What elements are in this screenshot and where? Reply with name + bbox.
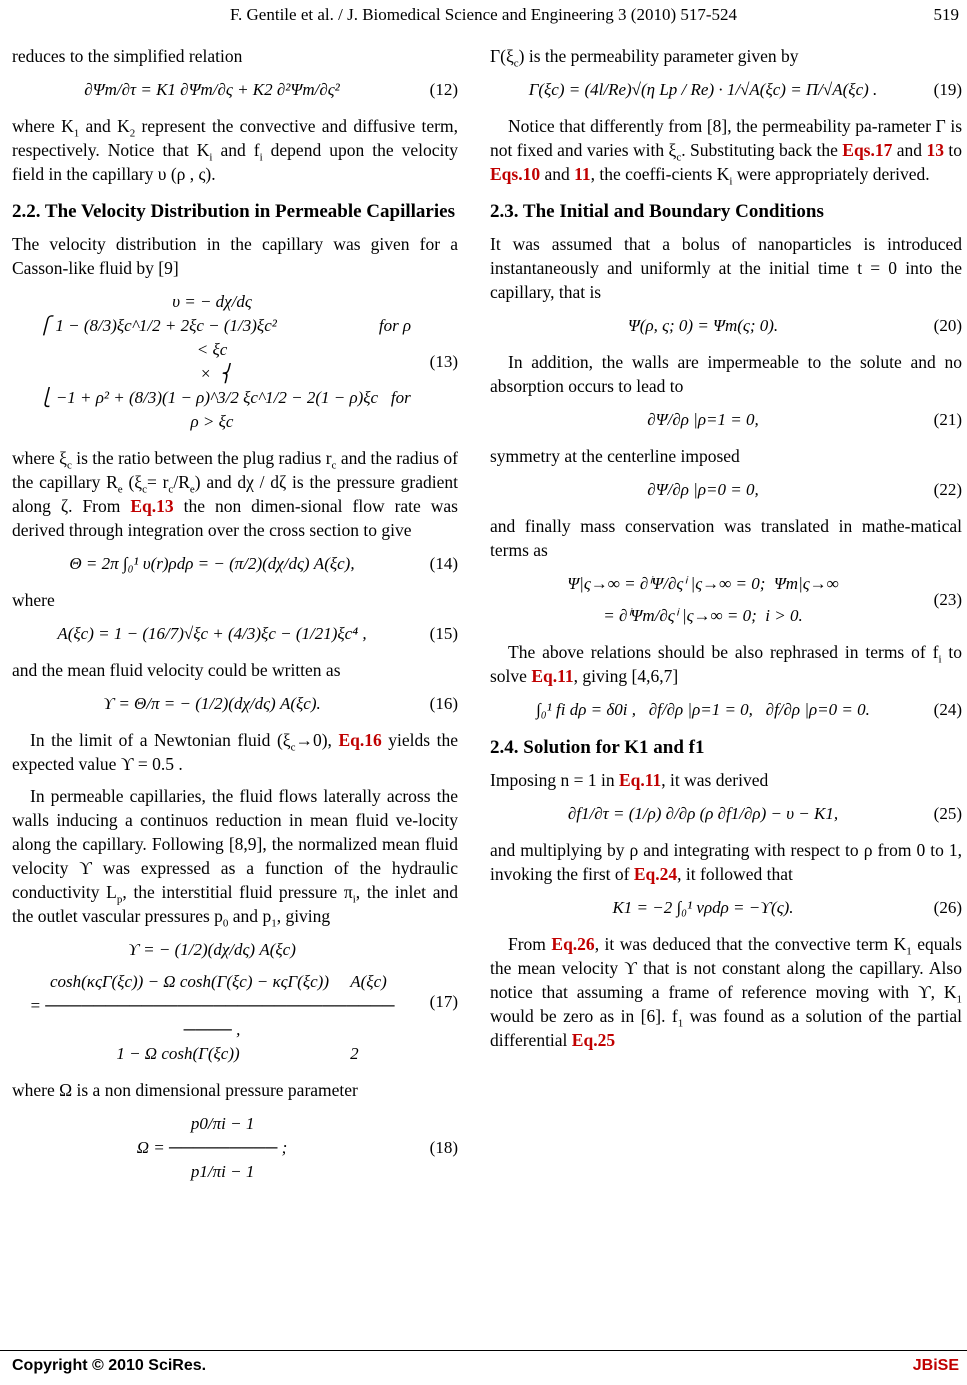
equation-line: 1 − Ω cosh(Γ(ξc)) 2 xyxy=(65,1044,359,1063)
equation-number: (23) xyxy=(933,590,962,609)
subscript: 1 xyxy=(677,1017,684,1030)
text-run: and xyxy=(892,140,927,160)
text-run: , the inlet and the outlet vascular pressures xyxy=(12,882,458,926)
equation-number: (17) xyxy=(429,992,458,1011)
text-run: was found as a solution of the partial differential xyxy=(490,1006,962,1050)
text-run: (ξ xyxy=(122,472,143,492)
text-run: f xyxy=(253,140,260,160)
equation-number: (21) xyxy=(933,410,962,429)
paragraph xyxy=(490,350,962,398)
paragraph xyxy=(12,728,458,776)
text-run: , the interstitial fluid pressure π xyxy=(122,882,353,902)
equation-line: × ⎨ xyxy=(191,364,233,383)
text-run: L xyxy=(106,882,117,902)
section-heading: 2.3. The Initial and Boundary Conditions xyxy=(490,201,824,222)
equation-link[interactable]: Eq.11 xyxy=(618,770,662,790)
page-body xyxy=(0,44,967,1344)
paragraph xyxy=(12,232,458,280)
paragraph xyxy=(490,114,962,186)
subscript: 1 xyxy=(271,917,277,930)
equation-line: = ∂ⁱΨm/∂ςⁱ |ς→∞ = 0; i > 0. xyxy=(603,606,803,625)
paragraph xyxy=(12,784,458,928)
equation-line: Ω = ───────── ; xyxy=(136,1138,288,1157)
text-run: R xyxy=(178,472,190,492)
text-run: p xyxy=(214,906,223,926)
text-run: and xyxy=(228,906,263,926)
text-run: Imposing n = 1 in xyxy=(490,770,619,790)
paragraph xyxy=(12,588,458,612)
text-run: , the coeffi-cients xyxy=(590,164,717,184)
text-run: . Substituting back the xyxy=(681,140,843,160)
right-column xyxy=(490,44,962,1060)
subscript: i xyxy=(209,151,213,164)
text-run: In addition, the walls are impermeable to the solute and no absorption occurs to lead to xyxy=(490,352,962,396)
text-run: where ξ xyxy=(12,448,67,468)
equation-number: (24) xyxy=(933,700,962,719)
equation-line xyxy=(490,596,916,604)
text-run: = xyxy=(146,472,163,492)
text-run: K xyxy=(716,164,730,184)
page-footer xyxy=(0,1350,967,1385)
paragraph xyxy=(12,658,458,682)
equation xyxy=(12,290,458,434)
equation-line: p0/πi − 1 xyxy=(169,1114,255,1133)
text-run: to xyxy=(943,140,962,160)
text-run: It was assumed that a bolus of nanoparticles is introduced instantaneously and uniformly at the initial time t = 0 into the capillary, that is xyxy=(490,234,962,302)
equation-number: (16) xyxy=(429,694,458,713)
equation xyxy=(490,802,962,826)
text-run: r xyxy=(325,448,332,468)
equation-number: (20) xyxy=(933,316,962,335)
text-run: depend upon the velocity field in the capillary υ (ρ , ς). xyxy=(12,140,458,184)
paragraph xyxy=(12,44,458,68)
page-number: 519 xyxy=(928,4,960,26)
text-run: / xyxy=(173,472,179,492)
text-run: and finally mass conservation was translated in mathe-matical terms as xyxy=(490,516,962,560)
equation-link[interactable]: Eqs.10 xyxy=(490,164,541,184)
equation-number: (22) xyxy=(933,480,962,499)
text-run: and xyxy=(79,116,118,136)
text-run: and xyxy=(212,140,254,160)
equation-line: ϒ = Θ/π = − (1/2)(dχ/dς) A(ξc). xyxy=(103,694,321,713)
equation-line: ∂Ψm/∂τ = K1 ∂Ψm/∂ς + K2 ∂²Ψm/∂ς² xyxy=(84,80,340,99)
text-run: The above relations should be also rephrased in terms of xyxy=(508,642,933,662)
equation-link[interactable]: Eq.13 xyxy=(130,496,174,516)
subscript: 0 xyxy=(222,917,229,930)
text-run: is the ratio between the plug radius xyxy=(71,448,326,468)
subscript: c xyxy=(331,459,337,472)
text-run: r xyxy=(162,472,169,492)
equation xyxy=(490,698,962,722)
footer-journal: JBiSE xyxy=(912,1357,959,1374)
subscript: c xyxy=(168,483,174,496)
text-run: In the limit of a Newtonian fluid (ξ xyxy=(30,730,291,750)
equation-line: ⎧ 1 − (8/3)ξc^1/2 + 2ξc − (1/3)ξc² for ρ < ξc xyxy=(12,316,416,359)
paragraph xyxy=(490,838,962,886)
equation-line: Θ = 2π ∫₀¹ υ(r)ρdρ = − (π/2)(dχ/dς) A(ξc), xyxy=(69,554,355,573)
text-run: Γ(ξ xyxy=(490,46,514,66)
text-run: yields the expected value ϒ = 0.5 . xyxy=(12,730,459,774)
equation-line xyxy=(12,962,412,970)
equation-link[interactable]: Eqs.17 xyxy=(842,140,893,160)
equation-line: K1 = −2 ∫₀¹ vρdρ = −ϒ(ς). xyxy=(612,898,794,917)
paragraph xyxy=(490,44,962,68)
equation-line: ∂f1/∂τ = (1/ρ) ∂/∂ρ (ρ ∂f1/∂ρ) − υ − K1, xyxy=(567,804,839,823)
text-run: In permeable capillaries, the fluid flows laterally across the walls inducing a continuos reduction in mean fluid ve-locity along the capillary. Following [8,9], the normalized mean fluid velocity ϒ was expressed as a function of the hydraulic conductivity xyxy=(12,786,458,902)
equation-line: ∂Ψ/∂ρ |ρ=0 = 0, xyxy=(647,480,759,499)
equation-number: (19) xyxy=(933,80,962,99)
subscript: c xyxy=(676,151,682,164)
paragraph xyxy=(490,232,962,304)
equation-line: = ───────────────────────────── ──── , xyxy=(29,996,403,1039)
equation-link[interactable]: 13 xyxy=(926,140,944,160)
subscript: 1 xyxy=(956,993,962,1006)
equation-line: A(ξc) = 1 − (16/7)√ξc + (4/3)ξc − (1/21)ξc⁴ , xyxy=(57,624,367,643)
text-run: , it was derived xyxy=(661,770,769,790)
text-run: K xyxy=(117,116,130,136)
paragraph xyxy=(490,444,962,468)
text-run: Notice that differently from [8], the permeability pa-rameter Γ is not fixed and varies with ξ xyxy=(490,116,962,160)
equation-number: (15) xyxy=(429,624,458,643)
equation-link[interactable]: Eq.25 xyxy=(571,1030,616,1050)
subscript: 2 xyxy=(129,127,136,140)
equation-link[interactable]: Eq.11 xyxy=(531,666,574,686)
equation-link[interactable]: Eq.26 xyxy=(551,934,595,954)
text-run: K xyxy=(196,140,210,160)
subscript: i xyxy=(938,653,942,666)
paragraph xyxy=(490,640,962,688)
subscript: e xyxy=(189,483,195,496)
footer-copyright: Copyright © 2010 SciRes. xyxy=(12,1357,207,1374)
subscript: i xyxy=(729,175,733,188)
section-heading: 2.4. Solution for K1 and f1 xyxy=(490,737,705,758)
subscript: e xyxy=(117,483,123,496)
equation-number: (14) xyxy=(429,554,458,573)
text-run: the non dimen-sional flow rate was derived through integration over the cross section to give xyxy=(12,496,458,540)
paragraph xyxy=(490,932,962,1052)
subscript: 1 xyxy=(906,945,912,958)
equation-line: Ψ(ρ, ς; 0) = Ψm(ς; 0). xyxy=(627,316,779,335)
paragraph xyxy=(490,768,962,792)
text-run: K xyxy=(943,982,957,1002)
equation-link[interactable]: 11 xyxy=(574,164,591,184)
text-run: →0), xyxy=(295,730,339,750)
text-run: ) is the permeability parameter given by xyxy=(518,46,799,66)
text-run: From xyxy=(508,934,552,954)
equation-line: υ = − dχ/dς xyxy=(172,292,252,311)
text-run: K xyxy=(61,116,74,136)
equation-line: ∫₀¹ fi dρ = δ0i , ∂f/∂ρ |ρ=1 = 0, ∂f/∂ρ |ρ=0 = 0. xyxy=(536,700,870,719)
subscript: 1 xyxy=(73,127,80,140)
text-run: , giving [4,6,7] xyxy=(573,666,679,686)
equation-line: Γ(ξc) = (4l/Re)√(η Lp / Re) · 1/√A(ξc) = Π/√A(ξc) . xyxy=(528,80,878,99)
text-run: , it was deduced that the convective term xyxy=(594,934,894,954)
text-run: R xyxy=(106,472,118,492)
equation xyxy=(490,314,962,338)
text-run: would be zero as in [6]. xyxy=(490,1006,672,1026)
equation-number: (26) xyxy=(933,898,962,917)
subscript: i xyxy=(352,893,356,906)
paragraph xyxy=(12,446,458,542)
text-run: represent the convective and diffusive term, respectively. Notice that xyxy=(12,116,458,160)
subscript: c xyxy=(290,741,296,754)
text-run: equals the mean velocity ϒ that is not constant along the capillary. Also notice that assuming a frame of reference moving with ϒ, xyxy=(490,934,962,1002)
equation xyxy=(12,622,458,646)
text-run: were appropriately derived. xyxy=(732,164,930,184)
equation xyxy=(12,692,458,716)
text-run: The velocity distribution in the capillary was given for a Casson-like fluid by [9] xyxy=(12,234,458,278)
equation-line: cosh(κςΓ(ξc)) − Ω cosh(Γ(ξc) − κςΓ(ξc)) A(ξc) xyxy=(37,972,387,991)
subscript: c xyxy=(142,483,147,496)
subscript: p xyxy=(116,893,123,906)
subscript: c xyxy=(66,459,72,472)
text-run: where Ω is a non dimensional pressure parameter xyxy=(12,1080,358,1100)
equation xyxy=(490,572,962,628)
text-run: ) and dχ / dζ is the pressure gradient along ζ. From xyxy=(12,472,458,516)
equation-line: ϒ = − (1/2)(dχ/dς) A(ξc) xyxy=(128,940,296,959)
subscript: c xyxy=(513,57,519,70)
equation-number: (12) xyxy=(429,80,458,99)
equation xyxy=(490,478,962,502)
text-run: f xyxy=(671,1006,678,1026)
page-header xyxy=(0,0,967,44)
text-run: p xyxy=(262,906,272,926)
equation xyxy=(12,78,458,102)
paragraph xyxy=(12,1078,458,1102)
text-run: where xyxy=(12,116,62,136)
equation xyxy=(490,408,962,432)
left-column xyxy=(12,44,458,1196)
paragraph xyxy=(490,514,962,562)
equation-number: (25) xyxy=(933,804,962,823)
text-run: reduces to the simplified relation xyxy=(12,46,243,66)
equation xyxy=(490,896,962,920)
equation xyxy=(12,1112,458,1184)
running-header: F. Gentile et al. / J. Biomedical Science and Engineering 3 (2010) 517-524 xyxy=(229,5,738,24)
text-run: , it followed that xyxy=(677,864,793,884)
text-run: , giving xyxy=(276,906,331,926)
text-run: and xyxy=(540,164,575,184)
paragraph xyxy=(12,114,458,186)
equation xyxy=(490,78,962,102)
text-run: to solve xyxy=(490,642,962,686)
equation-line: ∂Ψ/∂ρ |ρ=1 = 0, xyxy=(647,410,759,429)
equation-link[interactable]: Eq.16 xyxy=(338,730,382,750)
equation-number: (13) xyxy=(429,352,458,371)
equation-line: ⎩ −1 + ρ² + (8/3)(1 − ρ)^3/2 ξc^1/2 − 2(1 − ρ)ξc for ρ > ξc xyxy=(13,388,415,431)
equation-link[interactable]: Eq.24 xyxy=(633,864,678,884)
section-heading: 2.2. The Velocity Distribution in Permeable Capillaries xyxy=(12,201,455,222)
text-run: and multiplying by ρ and integrating with respect to ρ from 0 to 1, invoking the first of xyxy=(490,840,962,884)
text-run: and the radius of the capillary xyxy=(12,448,458,492)
equation-number: (18) xyxy=(429,1138,458,1157)
text-run: f xyxy=(932,642,939,662)
text-run: and the mean fluid velocity could be written as xyxy=(12,660,341,680)
equation xyxy=(12,938,458,1066)
text-run: symmetry at the centerline imposed xyxy=(490,446,740,466)
equation-line: Ψ|ς→∞ = ∂ⁱΨ/∂ςⁱ |ς→∞ = 0; Ψm|ς→∞ xyxy=(567,574,839,593)
text-run: K xyxy=(893,934,907,954)
equation xyxy=(12,552,458,576)
text-run: where xyxy=(12,590,55,610)
equation-line: p1/πi − 1 xyxy=(169,1162,255,1181)
subscript: i xyxy=(259,151,263,164)
